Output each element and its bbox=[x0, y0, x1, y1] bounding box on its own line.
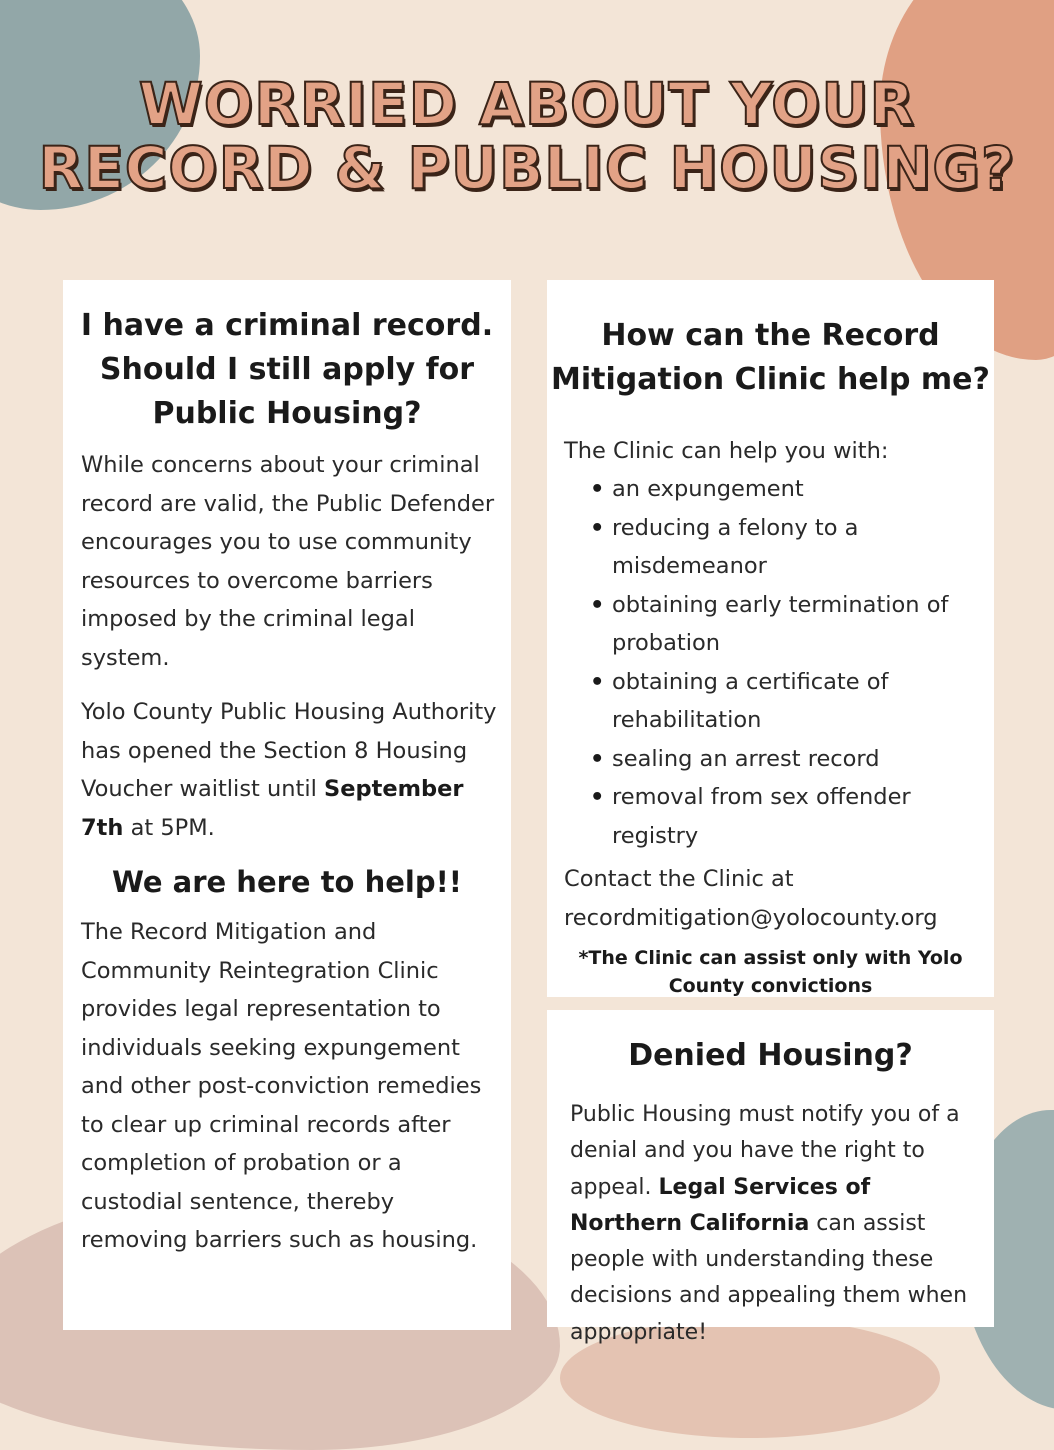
list-item: • an expungement bbox=[590, 470, 985, 509]
clinic-intro: The Clinic can help you with: bbox=[564, 438, 889, 464]
waitlist-paragraph bbox=[81, 693, 501, 847]
headline-line-2: RECORD & PUBLIC HOUSING? bbox=[38, 134, 1016, 202]
list-item: • obtaining a certificate of rehabilitation bbox=[590, 663, 985, 740]
denied-text-end: can assist people with understanding these decisions and appealing them when appropriate! bbox=[570, 1210, 968, 1345]
headline-line-1: WORRIED ABOUT YOUR bbox=[138, 70, 916, 138]
list-item: • removal from sex offender registry bbox=[590, 778, 985, 855]
clinic-services-list bbox=[590, 470, 985, 855]
list-item: • sealing an arrest record bbox=[590, 740, 985, 779]
clinic-description-paragraph: The Record Mitigation and Community Reintegration Clinic provides legal representation to individuals seeking expungement and other post-conviction remedies to clear up criminal records after completion of probation or a custodial sentence, thereby removing barriers such as housing. bbox=[81, 919, 482, 1253]
list-item: • obtaining early termination of probation bbox=[590, 586, 985, 663]
clinic-contact bbox=[564, 860, 984, 937]
denied-housing-paragraph bbox=[570, 1097, 985, 1351]
waitlist-time: at 5PM. bbox=[123, 814, 215, 841]
list-item: • reducing a felony to a misdemeanor bbox=[590, 509, 985, 586]
clinic-help-title: How can the Record Mitigation Clinic help me? bbox=[551, 318, 990, 397]
denied-text: Public Housing must notify you of a denial and you have the right to appeal. bbox=[570, 1102, 960, 1200]
contact-label: Contact the Clinic at bbox=[564, 866, 794, 892]
clinic-jurisdiction-note: *The Clinic can assist only with Yolo County convictions bbox=[578, 947, 963, 997]
legal-services-name: Legal Services of Northern California bbox=[570, 1174, 871, 1236]
contact-email[interactable]: recordmitigation@yolocounty.org bbox=[564, 904, 938, 931]
help-heading: We are here to help!! bbox=[111, 865, 463, 899]
criminal-record-question-title: I have a criminal record. Should I still apply for Public Housing? bbox=[80, 308, 494, 431]
page-headline bbox=[0, 72, 1054, 200]
waitlist-deadline: September 7th bbox=[81, 776, 464, 841]
concerns-paragraph: While concerns about your criminal record are valid, the Public Defender encourages you to use community resources to overcome barriers imposed by the criminal legal system. bbox=[81, 452, 495, 671]
denied-housing-title: Denied Housing? bbox=[628, 1038, 913, 1073]
waitlist-text: Yolo County Public Housing Authority has opened the Section 8 Housing Voucher waitlist until bbox=[81, 699, 497, 802]
